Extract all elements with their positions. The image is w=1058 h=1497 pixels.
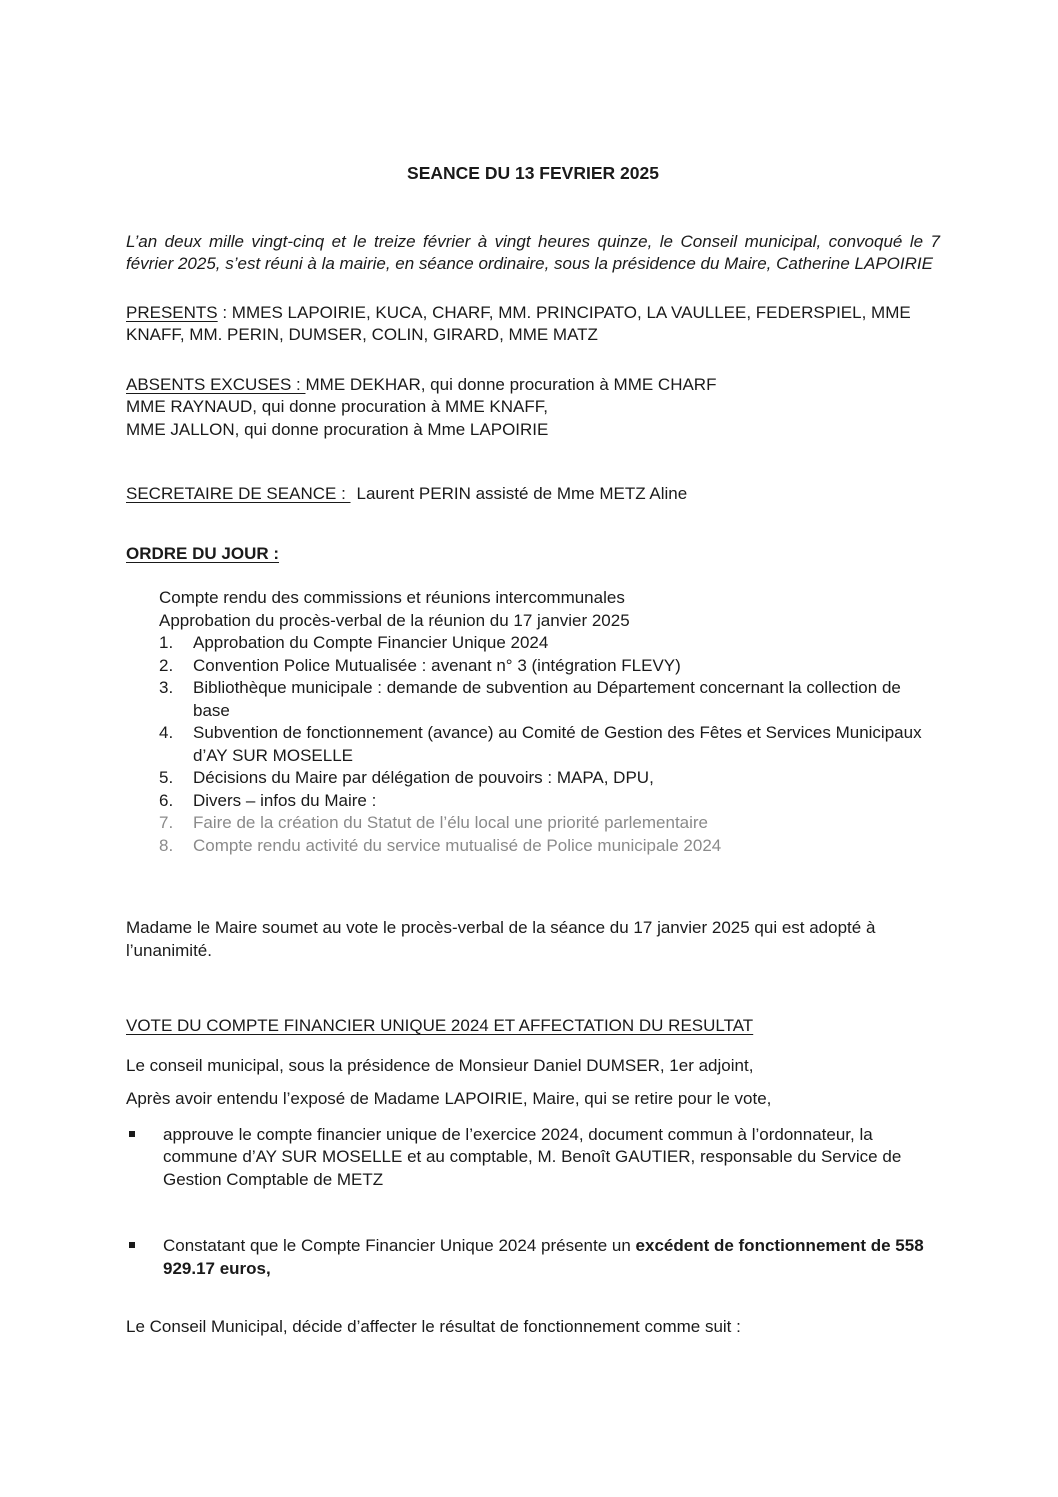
agenda-item-text: Faire de la création du Statut de l’élu local une priorité parlementaire <box>193 813 709 832</box>
agenda-item-number: 8. <box>159 835 174 855</box>
agenda-item-number: 5. <box>159 768 174 787</box>
vote-bullet-2 <box>126 1235 940 1280</box>
agenda-intro-line: Compte rendu des commissions et réunions intercommunales <box>159 588 625 607</box>
presents-paragraph <box>126 302 940 347</box>
vote-bullet-2-bold-text: excédent de fonctionnement de 558 929.17 euros, <box>163 1236 924 1278</box>
agenda-item-number: 3. <box>159 678 174 697</box>
agenda-item <box>159 835 940 858</box>
agenda-item <box>159 812 940 835</box>
agenda-item-text: Décisions du Maire par délégation de pouvoirs : MAPA, DPU, <box>193 768 654 787</box>
vote-bullet-2-text: Constatant que le Compte Financier Unique 2024 présente un <box>163 1236 636 1255</box>
ordre-du-jour-heading: ORDRE DU JOUR : <box>126 543 280 563</box>
agenda-item <box>159 767 940 790</box>
agenda-list <box>126 587 940 857</box>
agenda-item-number: 1. <box>159 633 174 652</box>
agenda-item <box>159 677 940 722</box>
secretaire-paragraph <box>126 483 940 506</box>
agenda-item-text: Subvention de fonctionnement (avance) au Comité de Gestion des Fêtes et Services Municipaux d’AY SUR MOSELLE <box>193 723 922 765</box>
agenda-item-text: Compte rendu activité du service mutualisé de Police municipale 2024 <box>193 835 722 855</box>
absents-label: ABSENTS EXCUSES : <box>126 374 306 394</box>
agenda-item-text: Bibliothèque municipale : demande de subvention au Département concernant la collection de base <box>193 678 901 720</box>
secretaire-label: SECRETAIRE DE SEANCE : <box>126 484 351 503</box>
pv-vote-paragraph: Madame le Maire soumet au vote le procès-verbal de la séance du 17 janvier 2025 qui est adopté à l’unanimité. <box>126 918 876 960</box>
agenda-intro-line: Approbation du procès-verbal de la réunion du 17 janvier 2025 <box>159 610 630 630</box>
agenda-item <box>159 655 940 678</box>
absents-line-3: MME JALLON, qui donne procuration à Mme LAPOIRIE <box>126 419 549 439</box>
absents-paragraph <box>126 374 940 442</box>
agenda-item <box>159 722 940 767</box>
vote-section-heading: VOTE DU COMPTE FINANCIER UNIQUE 2024 ET AFFECTATION DU RESULTAT <box>126 1016 754 1035</box>
agenda-item-number: 6. <box>159 790 174 810</box>
presents-label: PRESENTS <box>126 302 218 322</box>
vote-paragraph-2: Après avoir entendu l’exposé de Madame LAPOIRIE, Maire, qui se retire pour le vote, <box>126 1089 772 1108</box>
agenda-item-text: Approbation du Compte Financier Unique 2024 <box>193 633 549 652</box>
agenda-item <box>159 632 940 655</box>
closing-paragraph: Le Conseil Municipal, décide d’affecter le résultat de fonctionnement comme suit : <box>126 1317 741 1336</box>
page-title: SEANCE DU 13 FEVRIER 2025 <box>407 163 659 183</box>
secretaire-text: Laurent PERIN assisté de Mme METZ Aline <box>356 484 688 503</box>
bullet-square-icon <box>129 1131 135 1137</box>
vote-bullet-1 <box>126 1124 940 1192</box>
bullet-square-icon <box>129 1242 135 1248</box>
preamble-paragraph: L’an deux mille vingt-cinq et le treize février à vingt heures quinze, le Conseil municipal, convoqué le 7 février 2025, s’est réuni à la mairie, en séance ordinaire, sous la présidence du Maire, Catherine LAPOIRIE <box>126 231 940 273</box>
absents-line-1: MME DEKHAR, qui donne procuration à MME CHARF <box>305 374 717 394</box>
absents-line-2: MME RAYNAUD, qui donne procuration à MME KNAFF, <box>126 397 548 416</box>
agenda-item <box>159 790 940 813</box>
agenda-item-number: 4. <box>159 723 174 742</box>
presents-text: : MMES LAPOIRIE, KUCA, CHARF, MM. PRINCIPATO, LA VAULLEE, FEDERSPIEL, MME KNAFF, MM. PERIN, DUMSER, COLIN, GIRARD, MME MATZ <box>126 302 911 344</box>
agenda-item-text: Convention Police Mutualisée : avenant n° 3 (intégration FLEVY) <box>193 655 681 675</box>
agenda-item-text: Divers – infos du Maire : <box>193 790 377 810</box>
agenda-item-number: 2. <box>159 655 174 675</box>
vote-bullet-1-text: approuve le compte financier unique de l’exercice 2024, document commun à l’ordonnateur, la commune d’AY SUR MOSELLE et au comptable, M. Benoît GAUTIER, responsable du Service de Gestion Comptable de METZ <box>163 1124 902 1189</box>
agenda-item-number: 7. <box>159 813 174 832</box>
vote-paragraph-1: Le conseil municipal, sous la présidence de Monsieur Daniel DUMSER, 1er adjoint, <box>126 1055 754 1075</box>
